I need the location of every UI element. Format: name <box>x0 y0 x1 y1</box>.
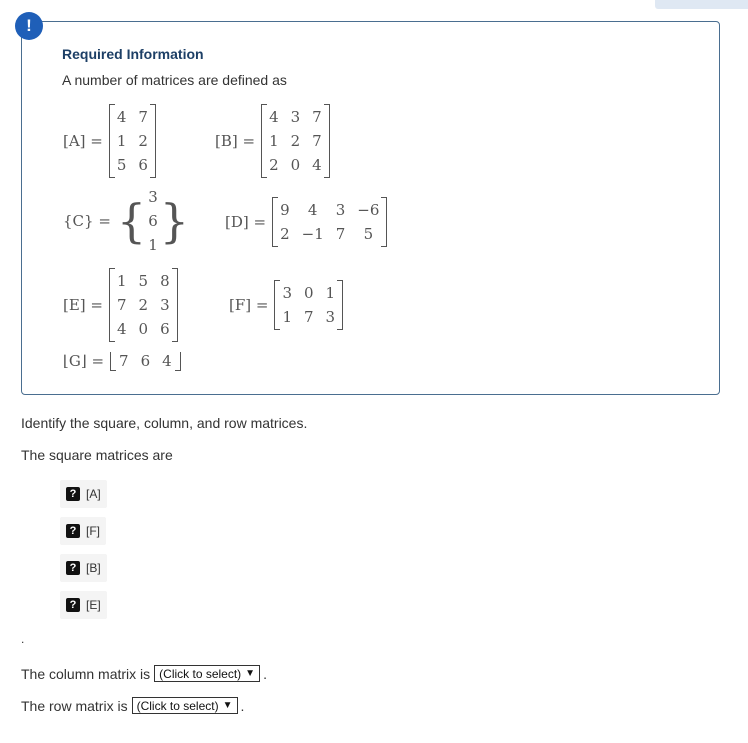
matrix-cell: 3 <box>282 284 292 302</box>
matrix-cell: 7 <box>117 296 127 314</box>
matrix-cell: 4 <box>312 156 322 174</box>
matrix-cell: 1 <box>116 132 127 150</box>
matrix-cell: 3 <box>148 188 158 206</box>
alert-icon: ! <box>15 12 43 40</box>
column-matrix-select[interactable] <box>154 665 260 682</box>
matrix-cell: 2 <box>290 132 301 150</box>
matrix-f <box>229 280 343 330</box>
choice-label: [F] <box>86 524 100 538</box>
matrix-d <box>225 197 387 247</box>
row-matrix-label: The row matrix is <box>21 697 128 714</box>
question-mark-icon: ? <box>66 561 80 575</box>
matrix-e-label: [E] = <box>63 296 103 314</box>
left-brace-icon: { <box>116 194 147 248</box>
matrix-cell: 4 <box>162 352 172 370</box>
matrix-cell: 1 <box>148 236 158 254</box>
matrix-c <box>63 186 189 256</box>
row-suffix: . <box>240 697 245 714</box>
matrix-g-label: ⌊G⌋ = <box>63 352 105 370</box>
matrix-a-label: [A] = <box>63 132 103 150</box>
choice-label: [B] <box>86 561 101 575</box>
row-matrix-select[interactable] <box>132 697 238 714</box>
matrix-cell: 5 <box>138 272 149 290</box>
top-tab[interactable] <box>655 0 748 9</box>
answer-choice-f[interactable] <box>60 517 106 545</box>
matrix-cell: 3 <box>160 296 170 314</box>
matrix-cell: 1 <box>325 284 336 302</box>
matrix-cell: 2 <box>138 132 148 150</box>
matrix-cell: 6 <box>148 212 158 230</box>
matrix-c-label: {C} = <box>63 212 111 230</box>
matrix-cell: 1 <box>282 308 292 326</box>
info-title: Required Information <box>62 46 204 62</box>
row-matrix-row <box>21 697 244 714</box>
info-description: A number of matrices are defined as <box>62 72 287 88</box>
matrix-cell: 4 <box>117 320 127 338</box>
question-mark-icon: ? <box>66 598 80 612</box>
matrix-cell: 2 <box>280 225 290 243</box>
matrix-cell: 7 <box>312 108 322 126</box>
matrix-cell: 5 <box>363 225 374 243</box>
matrix-cell: 0 <box>304 284 314 302</box>
matrix-cell: 5 <box>116 156 127 174</box>
select-value: (Click to select) <box>159 666 242 681</box>
matrix-cell: 4 <box>269 108 279 126</box>
matrix-cell: 3 <box>290 108 301 126</box>
matrix-cell: 3 <box>335 201 346 219</box>
column-matrix-label: The column matrix is <box>21 665 151 682</box>
separator-dot: . <box>21 632 25 646</box>
square-matrices-label: The square matrices are <box>21 447 173 463</box>
question-mark-icon: ? <box>66 524 80 538</box>
matrix-g <box>63 350 181 372</box>
choice-label: [E] <box>86 598 101 612</box>
matrix-cell: 6 <box>138 156 148 174</box>
matrix-cell: 0 <box>138 320 149 338</box>
answer-choice-a[interactable] <box>60 480 107 508</box>
question-text: Identify the square, column, and row matrices. <box>21 415 308 431</box>
right-brace-icon: } <box>159 194 190 248</box>
matrix-cell: 6 <box>140 352 151 370</box>
chevron-down-icon: ▼ <box>222 700 233 711</box>
choice-label: [A] <box>86 487 101 501</box>
answer-choice-b[interactable] <box>60 554 107 582</box>
matrix-cell: 1 <box>117 272 127 290</box>
matrix-cell: 4 <box>116 108 127 126</box>
matrix-cell: 1 <box>269 132 279 150</box>
chevron-down-icon: ▼ <box>245 668 256 679</box>
matrix-cell: −1 <box>301 225 324 243</box>
right-floor-bracket-icon <box>175 352 181 371</box>
matrix-cell: 7 <box>119 352 129 370</box>
select-value: (Click to select) <box>136 698 219 713</box>
matrix-cell: 7 <box>138 108 148 126</box>
matrix-cell: −6 <box>357 201 380 219</box>
matrix-cell: 4 <box>307 201 318 219</box>
matrix-cell: 7 <box>335 225 346 243</box>
column-matrix-row <box>21 665 267 682</box>
matrix-b-label: [B] = <box>215 132 256 150</box>
matrix-cell: 9 <box>280 201 290 219</box>
matrix-cell: 2 <box>138 296 149 314</box>
matrix-cell: 8 <box>160 272 170 290</box>
matrix-b <box>215 104 330 178</box>
answer-choice-e[interactable] <box>60 591 107 619</box>
matrix-f-label: [F] = <box>229 296 269 314</box>
matrix-cell: 7 <box>304 308 314 326</box>
matrix-a <box>63 104 156 178</box>
matrix-cell: 3 <box>325 308 336 326</box>
matrix-cell: 2 <box>269 156 279 174</box>
matrix-cell: 7 <box>312 132 322 150</box>
matrix-d-label: [D] = <box>225 213 267 231</box>
matrix-cell: 6 <box>160 320 170 338</box>
matrix-e <box>63 268 178 342</box>
question-mark-icon: ? <box>66 487 80 501</box>
matrix-cell: 0 <box>290 156 301 174</box>
column-suffix: . <box>263 665 267 682</box>
